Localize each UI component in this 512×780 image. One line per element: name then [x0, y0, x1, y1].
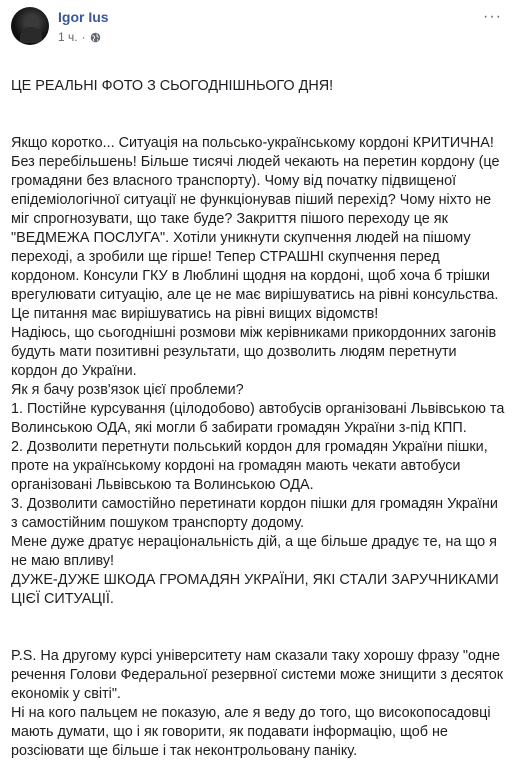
avatar[interactable] [11, 7, 49, 45]
post-headline: ЦЕ РЕАЛЬНІ ФОТО З СЬОГОДНІШНЬОГО ДНЯ! [11, 78, 334, 94]
post-header [0, 0, 512, 52]
post-paragraph: P.S. На другому курсі університету нам сказали таку хорошу фразу "одне речення Голови Федеральної резервної системи може знищити з десяток економік у світі". Ні на кого пальцем не показую, але я веду до того, що високопосадовці мають думати, що і як говорити, як подавати інформацію, щоб не розсіювати ще більше і так неконтрольовану паніку. [11, 648, 504, 759]
post-body [11, 58, 505, 780]
more-options-icon[interactable]: ··· [483, 8, 502, 25]
author-name[interactable]: Igor Ius [58, 9, 109, 25]
post-meta: 1 ч. · [58, 30, 101, 44]
post-paragraph: Якщо коротко... Ситуація на польсько-українському кордоні КРИТИЧНА! Без перебільшень! Більше тисячі людей чекають на перетин кордону (це громадяни без власного транспорту). Чому від початку підвищеної епідеміологічної ситуації не функціонував піший перехід? Чому ніхто не міг спрогнозувати, що таке буде? Закриття пішого переходу це як "ВЕДМЕЖА ПОСЛУГА". Хотіли уникнути скупчення людей на пішому переході, а зробили ще гірше! Тепер СТРАШНІ скупчення перед кордоном. Консули ГКУ в Люблині щодня на кордоні, щоб хоча б трішки врегулювати ситуацію, але це не має вирішуватись на рівні консульства. Це питання має вирішуватись на рівні вищих відомств! Надіюсь, що сьогоднішні розмови між керівниками прикордонних загонів будуть мати позитивні результати, що дозволить людям перетнути кордон до України. Як я бачу розв'язок цієї проблеми? 1. Постійне курсування (цілодобово) автобусів організовані Львівською та Волинською ОДА, які могли б забирати громадян України з-під КПП. 2. Дозволити перетнути польський кордон для громадян України пішки, проте на українському кордоні на громадян мають чекати автобуси організовані Львівською та Волинською ОДА. 3. Дозволити самостійно перетинати кордон пішки для громадян України з самостійним пошуком транспорту додому. Мене дуже дратує нераціональність дій, а ще більше драдує те, на що я не маю впливу! ДУЖЕ-ДУЖЕ ШКОДА ГРОМАДЯН УКРАЇНИ, ЯКІ СТАЛИ ЗАРУЧНИКАМИ ЦІЄЇ СИТУАЦІЇ. [11, 135, 505, 607]
post-timestamp[interactable]: 1 ч. [58, 30, 78, 44]
globe-icon[interactable] [90, 32, 101, 43]
